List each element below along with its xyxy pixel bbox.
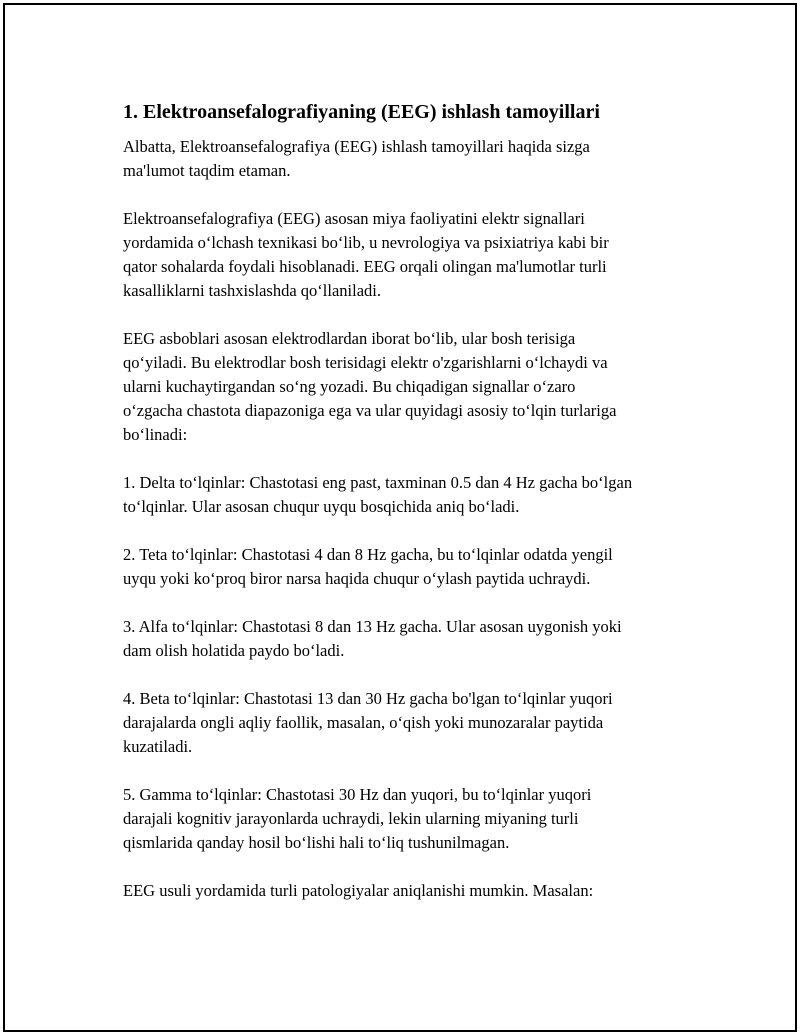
list-item-gamma-waves: 5. Gamma to‘lqinlar: Chastotasi 30 Hz dan yuqori, bu to‘lqinlar yuqori darajali kognitiv jarayonlarda uchraydi, lekin ularning miyaning turli qismlarida qanday hosil bo‘lishi hali to‘liq tushunilmagan. xyxy=(123,785,592,852)
paragraph-eeg-electrodes: EEG asboblari asosan elektrodlardan iborat bo‘lib, ular bosh terisiga qo‘yiladi. Bu elektrodlar bosh terisidagi elektr o'zgarishlarni o‘lchaydi va ularni kuchaytirgandan so‘ng yozadi. Bu chiqadigan signallar o‘zaro o‘zgacha chastota diapazoniga ega va ular quyidagi asosiy to‘lqin turlariga bo‘linadi: xyxy=(123,329,617,444)
paragraph-pathologies: EEG usuli yordamida turli patologiyalar aniqlanishi mumkin. Masalan: xyxy=(123,881,594,900)
paragraph-intro: Albatta, Elektroansefalografiya (EEG) ishlash tamoyillari haqida sizga ma'lumot taqdim etaman. xyxy=(123,137,590,180)
paragraph-eeg-definition: Elektroansefalografiya (EEG) asosan miya faoliyatini elektr signallari yordamida o‘lchash texnikasi bo‘lib, u nevrologiya va psixiatriya kabi bir qator sohalarda foydali hisoblanadi. EEG orqali olingan ma'lumotlar turli kasalliklarni tashxislashda qo‘llaniladi. xyxy=(123,209,609,300)
list-item-theta-waves: 2. Teta to‘lqinlar: Chastotasi 4 dan 8 Hz gacha, bu to‘lqinlar odatda yengil uyqu yoki ko‘proq biror narsa haqida chuqur o‘ylash paytida uchraydi. xyxy=(123,545,613,588)
list-item-alpha-waves: 3. Alfa to‘lqinlar: Chastotasi 8 dan 13 Hz gacha. Ular asosan uygonish yoki dam olish holatida paydo bo‘ladi. xyxy=(123,617,622,660)
list-item-delta-waves: 1. Delta to‘lqinlar: Chastotasi eng past, taxminan 0.5 dan 4 Hz gacha bo‘lgan to‘lqinlar. Ular asosan chuqur uyqu bosqichida aniq bo‘ladi. xyxy=(123,473,633,516)
document-page xyxy=(3,3,797,1032)
list-item-beta-waves: 4. Beta to‘lqinlar: Chastotasi 13 dan 30 Hz gacha bo'lgan to‘lqinlar yuqori darajalarda ongli aqliy faollik, masalan, o‘qish yoki munozaralar paytida kuzatiladi. xyxy=(123,689,613,756)
document-body xyxy=(123,99,703,927)
document-title: 1. Elektroansefalografiyaning (EEG) ishlash tamoyillari xyxy=(123,101,600,123)
